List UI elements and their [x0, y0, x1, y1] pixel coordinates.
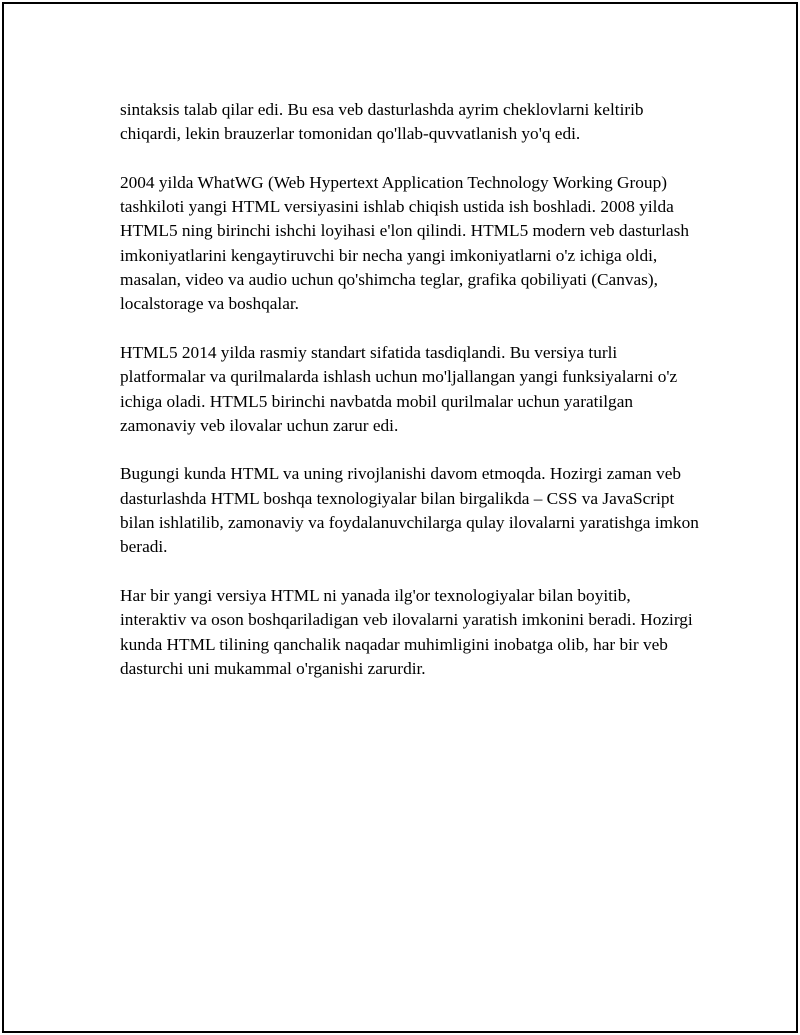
- document-body: [120, 98, 700, 705]
- paragraph-5: Har bir yangi versiya HTML ni yanada ilg'or texnologiyalar bilan boyitib, interaktiv va oson boshqariladigan veb ilovalarni yaratish imkonini beradi. Hozirgi kunda HTML tilining qanchalik naqadar muhimligini inobatga olib, har bir veb dasturchi uni mukammal o'rganishi zarurdir.: [120, 585, 693, 678]
- page-frame: [2, 2, 798, 1033]
- paragraph-1: sintaksis talab qilar edi. Bu esa veb dasturlashda ayrim cheklovlarni keltirib chiqardi, lekin brauzerlar tomonidan qo'llab-quvvatlanish yo'q edi.: [120, 100, 644, 144]
- paragraph-2: 2004 yilda WhatWG (Web Hypertext Application Technology Working Group) tashkiloti yangi HTML versiyasini ishlab chiqish ustida ish boshladi. 2008 yilda HTML5 ning birinchi ishchi loyihasi e'lon qilindi. HTML5 modern veb dasturlash imkoniyatlarini kengaytiruvchi bir necha yangi imkoniyatlarni o'z ichiga oldi, masalan, video va audio uchun qo'shimcha teglar, grafika qobiliyati (Canvas), localstorage va boshqalar.: [120, 172, 689, 314]
- paragraph-4: Bugungi kunda HTML va uning rivojlanishi davom etmoqda. Hozirgi zaman veb dasturlashda HTML boshqa texnologiyalar bilan birgalikda – CSS va JavaScript bilan ishlatilib, zamonaviy va foydalanuvchilarga qulay ilovalarni yaratishga imkon beradi.: [120, 464, 699, 557]
- paragraph-3: HTML5 2014 yilda rasmiy standart sifatida tasdiqlandi. Bu versiya turli platformalar va qurilmalarda ishlash uchun mo'ljallangan yangi funksiyalarni o'z ichiga oladi. HTML5 birinchi navbatda mobil qurilmalar uchun yaratilgan zamonaviy veb ilovalar uchun zarur edi.: [120, 342, 678, 435]
